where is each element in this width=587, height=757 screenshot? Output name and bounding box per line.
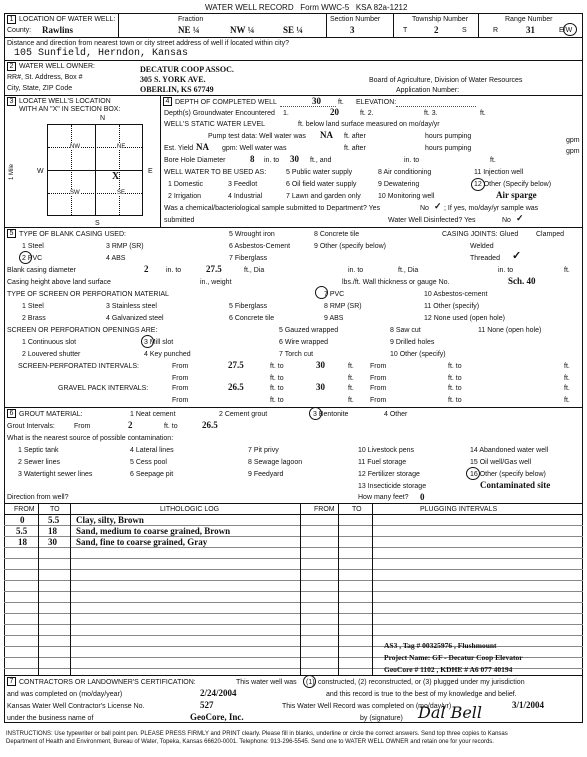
grout-from-value[interactable]: 2 (128, 420, 133, 430)
log-row-3-to[interactable]: 30 (48, 537, 57, 547)
distance-value[interactable]: 105 Sunfield, Herndon, Kansas (14, 48, 189, 59)
screen-from-value[interactable]: 27.5 (228, 360, 244, 370)
log-row-3-desc[interactable]: Sand, fine to coarse grained, Gray (76, 537, 208, 547)
contam-3[interactable]: 3 Watertight sewer lines (18, 471, 93, 478)
casing-gauge-value[interactable]: Sch. 40 (508, 276, 536, 286)
depth-label: DEPTH OF COMPLETED WELL (175, 99, 277, 106)
gravel-from-3-label: From (172, 397, 189, 404)
openings-8[interactable]: 8 Saw cut (390, 327, 421, 334)
use-1[interactable]: 1 Domestic (168, 181, 204, 188)
section-box[interactable] (47, 124, 143, 216)
contam-6[interactable]: 6 Seepage pit (130, 471, 174, 478)
screen-9[interactable]: 9 ABS (324, 315, 344, 322)
county-value[interactable]: Rawlins (42, 25, 74, 35)
use-11[interactable]: 11 Injection well (474, 169, 524, 176)
gw-1-label: 1. (283, 110, 289, 117)
township-s: S (462, 27, 467, 34)
openings-5[interactable]: 5 Gauzed wrapped (279, 327, 339, 334)
compass-e: E (148, 168, 153, 175)
grout-4[interactable]: 4 Other (384, 411, 408, 418)
screen-from-3-label: From (172, 375, 189, 382)
completed-date[interactable]: 2/24/2004 (200, 688, 237, 698)
grout-3[interactable]: 3 Bentonite (313, 411, 349, 418)
pump-gpm: gpm (566, 137, 580, 144)
section-1-number: 1 (7, 15, 16, 24)
casing-8[interactable]: 8 Concrete tile (314, 231, 360, 238)
grout-3-circle (309, 407, 322, 420)
gw-3-label: ft. 3. (424, 110, 438, 117)
grout-1[interactable]: 1 Neat cement (130, 411, 176, 418)
certification-option-1-circle (303, 675, 316, 688)
yield-gpm: gpm (566, 148, 580, 155)
screen-from-2-label: From (370, 363, 387, 370)
casing-lbsft: lbs./ft. Wall thickness or gauge No. (342, 279, 450, 286)
pump-value[interactable]: NA (320, 130, 333, 140)
elevation-label: ELEVATION: (356, 99, 397, 106)
contam-2[interactable]: 2 Sewer lines (18, 459, 61, 466)
city-label: City, State, ZIP Code (7, 85, 73, 92)
openings-10[interactable]: 10 Other (specify) (390, 351, 446, 358)
contam-14[interactable]: 14 Abandoned water well (470, 447, 549, 454)
grout-from-label: From (74, 423, 91, 430)
casing-6[interactable]: 6 Asbestos-Cement (229, 243, 291, 250)
use-4[interactable]: 4 Industrial (228, 193, 263, 200)
section-7-number: 7 (7, 677, 16, 686)
geocore-number: GeoCore # 1102 , KDHE # A6 077 40194 (384, 665, 513, 674)
bore-to-value[interactable]: 30 (290, 154, 299, 164)
owner-name[interactable]: DECATUR COOP ASSOC. (140, 65, 234, 74)
chem-label: Was a chemical/bacteriological sample submitted to Department? Yes (164, 205, 381, 212)
pump-hours: hours pumping (425, 133, 472, 140)
log-row-1-from[interactable]: 0 (20, 515, 25, 525)
casing-diameter-value[interactable]: 2 (144, 264, 149, 274)
form-title: WATER WELL RECORD Form WWC-5 KSA 82a-1212 (205, 3, 408, 12)
depth-ft: ft. (338, 99, 344, 106)
screen-5[interactable]: 5 Fiberglass (229, 303, 268, 310)
bore-in-to: in. to (264, 157, 280, 164)
log-row-3-from[interactable]: 18 (18, 537, 27, 547)
fraction-1[interactable]: NE ¼ (178, 25, 200, 35)
pump-after: ft. after (344, 133, 366, 140)
casing-ft-dia: ft., Dia (244, 267, 265, 274)
screen-6[interactable]: 6 Concrete tile (229, 315, 275, 322)
chem-tail: ; If yes, mo/day/yr sample was (444, 205, 539, 212)
casing-5[interactable]: 5 Wrought iron (229, 231, 275, 238)
quadrant-se: SE (117, 190, 126, 196)
screen-ft: ft. (348, 363, 354, 370)
gravel-from-value[interactable]: 26.5 (228, 382, 244, 392)
quadrant-sw: SW (70, 190, 80, 196)
section-4-number: 4 (163, 97, 172, 106)
section-5-number: 5 (7, 229, 16, 238)
grout-2[interactable]: 2 Cement grout (219, 411, 268, 418)
log-rule (4, 602, 583, 603)
address-label: RR#, St. Address, Box # (7, 74, 83, 81)
signature-label: by (signature) (360, 715, 403, 722)
openings-label: SCREEN OR PERFORATION OPENINGS ARE: (7, 327, 158, 334)
instructions-line-1: INSTRUCTIONS: Use typewriter or ball point pen. PLEASE PRESS FIRMLY and PRINT clearly. Please fill in blanks, underline or circle the correct answers. Send top three copies to Kansas (6, 731, 508, 737)
contam-16[interactable]: 16 Other (specify below) (470, 471, 546, 478)
openings-1[interactable]: 1 Continuous slot (22, 339, 77, 346)
openings-2[interactable]: 2 Louvered shutter (22, 351, 81, 358)
chem-no-check: ✓ (434, 201, 442, 211)
well-tag: AS3 , Tag # 00325976 , Flushmount (384, 641, 497, 650)
range-w-circle (563, 23, 577, 36)
gravel-from-4-label: From (370, 397, 387, 404)
depth-value[interactable]: 30 (312, 96, 321, 106)
screen-7-circle (315, 286, 328, 299)
disinfected-label: Water Well Disinfected? Yes (388, 217, 476, 224)
completed-label: and was completed on (mo/day/year) (7, 691, 123, 698)
record-completed-date[interactable]: 3/1/2004 (512, 700, 545, 710)
compass-s: S (95, 220, 100, 227)
bore-value[interactable]: 8 (250, 154, 255, 164)
log-row-1-desc[interactable]: Clay, silty, Brown (76, 515, 144, 525)
log-row-2-to[interactable]: 18 (48, 526, 57, 536)
gw-3-ft: ft. (480, 110, 486, 117)
signature[interactable]: Dal Bell (418, 703, 483, 722)
pump-label: Pump test data: Well water was (208, 133, 306, 140)
other-use-value[interactable]: Air sparge (496, 190, 537, 200)
screen-material-label: TYPE OF SCREEN OR PERFORATION MATERIAL (7, 291, 169, 298)
contamination-label: What is the nearest source of possible contamination: (7, 435, 174, 442)
screen-ft-to-2: ft. to (448, 363, 462, 370)
yield-label: Est. Yield (164, 145, 194, 152)
casing-4[interactable]: 4 ABS (106, 255, 126, 262)
screen-ft-to: ft. to (270, 363, 284, 370)
casing-in-to: in. to (166, 267, 182, 274)
certification-text-2: constructed, (2) reconstructed, or (3) plugged under my jurisdiction (318, 679, 525, 686)
grout-to-value[interactable]: 26.5 (202, 420, 218, 430)
log-header-to: TO (50, 506, 60, 513)
static-label: WELL'S STATIC WATER LEVEL (164, 121, 266, 128)
use-label: WELL WATER TO BE USED AS: (164, 169, 267, 176)
casing-welded[interactable]: Welded (470, 243, 494, 250)
range-r: R (493, 27, 499, 34)
fraction-label: Fraction (178, 16, 204, 23)
owner-label: WATER WELL OWNER: (19, 63, 95, 70)
gravel-from-label: From (172, 385, 189, 392)
contam-7[interactable]: 7 Pit privy (248, 447, 279, 454)
casing-2[interactable]: 2 PVC (22, 255, 43, 262)
grout-intervals-label: Grout Intervals: (7, 423, 55, 430)
quadrant-ne: NE (117, 144, 126, 150)
log-header-from-2: FROM (314, 506, 335, 513)
log-header-lithologic: LITHOLOGIC LOG (160, 506, 220, 513)
locate-label-1: LOCATE WELL'S LOCATION (19, 98, 111, 105)
range-value[interactable]: 31 (526, 25, 535, 35)
log-rule (4, 635, 583, 636)
use-7[interactable]: 7 Lawn and garden only (286, 193, 361, 200)
openings-9[interactable]: 9 Drilled holes (390, 339, 435, 346)
screen-12[interactable]: 12 None used (open hole) (424, 315, 505, 322)
log-rule (4, 569, 583, 570)
section-number-label: Section Number (330, 16, 381, 23)
distance-label: Distance and direction from nearest town or city street address of well if located within city? (7, 40, 290, 47)
openings-4[interactable]: 4 Key punched (144, 351, 191, 358)
application-number-label: Application Number: (396, 87, 460, 94)
contam-4[interactable]: 4 Lateral lines (130, 447, 174, 454)
log-header-to-2: TO (352, 506, 362, 513)
gravel-label: GRAVEL PACK INTERVALS: (58, 385, 149, 392)
license-label: Kansas Water Well Contractor's License No. (7, 703, 145, 710)
casing-7[interactable]: 7 Fiberglass (229, 255, 268, 262)
fraction-2[interactable]: NW ¼ (230, 25, 255, 35)
gravel-ft-to-3: ft. to (270, 397, 284, 404)
use-10[interactable]: 10 Monitoring well (378, 193, 435, 200)
log-rule (4, 558, 583, 559)
bore-label: Bore Hole Diameter (164, 157, 226, 164)
static-tail: ft. below land surface measured on mo/day/yr (298, 121, 440, 128)
use-9[interactable]: 9 Dewatering (378, 181, 420, 188)
screen-ft-4: ft. (564, 375, 570, 382)
gw-1-value[interactable]: 20 (330, 107, 339, 117)
casing-diameter-label: Blank casing diameter (7, 267, 76, 274)
license-value[interactable]: 527 (200, 700, 214, 710)
how-many-feet-label: How many feet? (358, 494, 409, 501)
use-12[interactable]: 12 Other (Specify below) (474, 181, 552, 188)
section-number-value[interactable]: 3 (350, 25, 355, 35)
quadrant-nw: NW (70, 144, 80, 150)
county-label: County: (7, 27, 32, 34)
board-label: Board of Agriculture, Division of Water Resources (369, 77, 523, 84)
casing-in-to-3: in. to (498, 267, 514, 274)
screen-ft-3: ft. (348, 375, 354, 382)
contam-16-circle (466, 467, 480, 480)
groundwater-label: Depth(s) Groundwater Encountered (164, 110, 275, 117)
log-rule (4, 624, 583, 625)
certification-option-1[interactable]: (1) (306, 679, 315, 686)
use-8[interactable]: 8 Air conditioning (378, 169, 432, 176)
yield-hours: hours pumping (425, 145, 472, 152)
mile-label: 1 Mile (9, 163, 15, 180)
screen-10[interactable]: 10 Asbestos-cement (424, 291, 488, 298)
gravel-ft-4: ft. (564, 397, 570, 404)
openings-3-circle (141, 335, 154, 348)
casing-clamped[interactable]: Clamped (536, 231, 565, 238)
gravel-to-value[interactable]: 30 (316, 382, 325, 392)
casing-to-value[interactable]: 27.5 (206, 264, 222, 274)
threaded-check: ✓ (512, 250, 522, 262)
use-2[interactable]: 2 Irrigation (168, 193, 202, 200)
casing-1[interactable]: 1 Steel (22, 243, 44, 250)
range-label: Range Number (505, 16, 553, 23)
casing-joints-label: CASING JOINTS: Glued (442, 231, 519, 238)
section-3-number: 3 (7, 97, 16, 106)
log-header-plugging: PLUGGING INTERVALS (420, 506, 498, 513)
openings-11[interactable]: 11 None (open hole) (478, 327, 542, 334)
owner-city[interactable]: OBERLIN, KS 67749 (140, 85, 214, 94)
contam-11[interactable]: 11 Fuel storage (358, 459, 407, 466)
yield-after: ft. after (344, 145, 366, 152)
log-rule (4, 547, 583, 548)
locate-label-2: WITH AN "X" IN SECTION BOX: (19, 106, 121, 113)
gravel-ft-to-4: ft. to (448, 397, 462, 404)
openings-7[interactable]: 7 Torch cut (279, 351, 314, 358)
compass-w: W (37, 168, 44, 175)
submitted-label: submitted (164, 217, 195, 224)
casing-2-circle (19, 251, 32, 264)
contam-10[interactable]: 10 Livestock pens (358, 447, 415, 454)
business-label: under the business name of (7, 715, 94, 722)
use-12-circle (471, 178, 485, 191)
openings-6[interactable]: 6 Wire wrapped (279, 339, 329, 346)
log-rule (4, 580, 583, 581)
contam-13[interactable]: 13 Insecticide storage (358, 483, 427, 490)
screen-7[interactable]: 7 PVC (324, 291, 345, 298)
how-many-feet-value[interactable]: 0 (420, 492, 425, 502)
casing-in-to-2: in. to (348, 267, 364, 274)
contam-15[interactable]: 15 Oil well/Gas well (470, 459, 532, 466)
screen-3[interactable]: 3 Stainless steel (106, 303, 157, 310)
casing-3[interactable]: 3 RMP (SR) (106, 243, 144, 250)
casing-ft: ft. (564, 267, 570, 274)
range-ew[interactable]: E/W (559, 27, 573, 34)
yield-tail: gpm: Well water was (222, 145, 287, 152)
location-mark: X (112, 171, 120, 182)
screen-8[interactable]: 8 RMP (SR) (324, 303, 362, 310)
use-5[interactable]: 5 Public water supply (286, 169, 353, 176)
openings-3[interactable]: 3 Mill slot (144, 339, 174, 346)
record-completed-label: This Water Well Record was completed on (mo/day/yr) (282, 703, 452, 710)
disinfected-no[interactable]: No (502, 217, 511, 224)
screen-from-4-label: From (370, 375, 387, 382)
township-label: Township Number (412, 16, 469, 23)
screen-ft-to-4: ft. to (448, 375, 462, 382)
log-rule (4, 591, 583, 592)
bore-in-to-2: in. to (404, 157, 420, 164)
bore-ft-and: ft., and (310, 157, 332, 164)
direction-label: Direction from well? (7, 494, 69, 501)
casing-ft-dia-2: ft., Dia (398, 267, 419, 274)
grout-ft-to: ft. to (164, 423, 178, 430)
gravel-ft-to: ft. to (270, 385, 284, 392)
gravel-from-2-label: From (370, 385, 387, 392)
bore-ft: ft. (490, 157, 496, 164)
certification-label: CONTRACTORS OR LANDOWNER'S CERTIFICATION: (19, 679, 196, 686)
gw-2-label: ft. 2. (360, 110, 374, 117)
casing-label: TYPE OF BLANK CASING USED: (19, 231, 126, 238)
section-2-number: 2 (7, 62, 16, 71)
log-header-from: FROM (14, 506, 35, 513)
gravel-ft-3: ft. (348, 397, 354, 404)
certification-text: This water well was (236, 679, 297, 686)
gravel-ft-to-2: ft. to (448, 385, 462, 392)
fraction-3[interactable]: SE ¼ (283, 25, 304, 35)
screen-from-label: From (172, 363, 189, 370)
instructions-line-2: Department of Health and Environment, Bureau of Water, Topeka, Kansas 66620-0001. Telephone: 913-296-5545. Send one to WATER WELL OWNER and retain one for your records. (6, 739, 494, 745)
screen-11[interactable]: 11 Other (specify) (424, 303, 480, 310)
contam-other-value[interactable]: Contaminated site (480, 480, 551, 490)
contam-8[interactable]: 8 Sewage lagoon (248, 459, 303, 466)
yield-value[interactable]: NA (196, 142, 209, 152)
true-text: and this record is true to the best of my knowledge and belief. (326, 691, 517, 698)
project-name: Project Name: GF - Decatur Coop Elevator (384, 653, 523, 662)
chem-no[interactable]: No (420, 205, 429, 212)
use-3[interactable]: 3 Feedlot (228, 181, 258, 188)
township-value[interactable]: 2 (434, 25, 439, 35)
grout-label: GROUT MATERIAL: (19, 411, 83, 418)
casing-height-mid: in., weight (200, 279, 232, 286)
casing-9[interactable]: 9 Other (specify below) (314, 243, 386, 250)
log-row-2-from[interactable]: 5.5 (16, 526, 28, 536)
screen-ft-to-3: ft. to (270, 375, 284, 382)
township-t: T (403, 27, 408, 34)
screen-2[interactable]: 2 Brass (22, 315, 46, 322)
contam-9[interactable]: 9 Feedyard (248, 471, 284, 478)
use-6[interactable]: 6 Oil field water supply (286, 181, 357, 188)
screen-4[interactable]: 4 Galvanized steel (106, 315, 164, 322)
location-label: LOCATION OF WATER WELL: (19, 16, 116, 23)
gravel-ft: ft. (348, 385, 354, 392)
gravel-ft-2: ft. (564, 385, 570, 392)
contam-5[interactable]: 5 Cess pool (130, 459, 167, 466)
screen-ft-2: ft. (564, 363, 570, 370)
casing-height-label: Casing height above land surface (7, 279, 111, 286)
business-name[interactable]: GeoCore, Inc. (190, 712, 244, 722)
log-row-1-to[interactable]: 5.5 (48, 515, 60, 525)
screen-to-value[interactable]: 30 (316, 360, 325, 370)
screen-intervals-label: SCREEN-PERFORATED INTERVALS: (18, 363, 139, 370)
disinfected-no-check: ✓ (516, 213, 524, 223)
section-6-number: 6 (7, 409, 16, 418)
log-rule (4, 613, 583, 614)
owner-address[interactable]: 305 S. YORK AVE. (140, 75, 206, 84)
casing-threaded[interactable]: Threaded (470, 255, 500, 262)
contam-1[interactable]: 1 Septic tank (18, 447, 59, 454)
contam-12[interactable]: 12 Fertilizer storage (358, 471, 420, 478)
compass-n: N (100, 115, 106, 122)
screen-1[interactable]: 1 Steel (22, 303, 44, 310)
log-row-2-desc[interactable]: Sand, medium to coarse grained, Brown (76, 526, 231, 536)
